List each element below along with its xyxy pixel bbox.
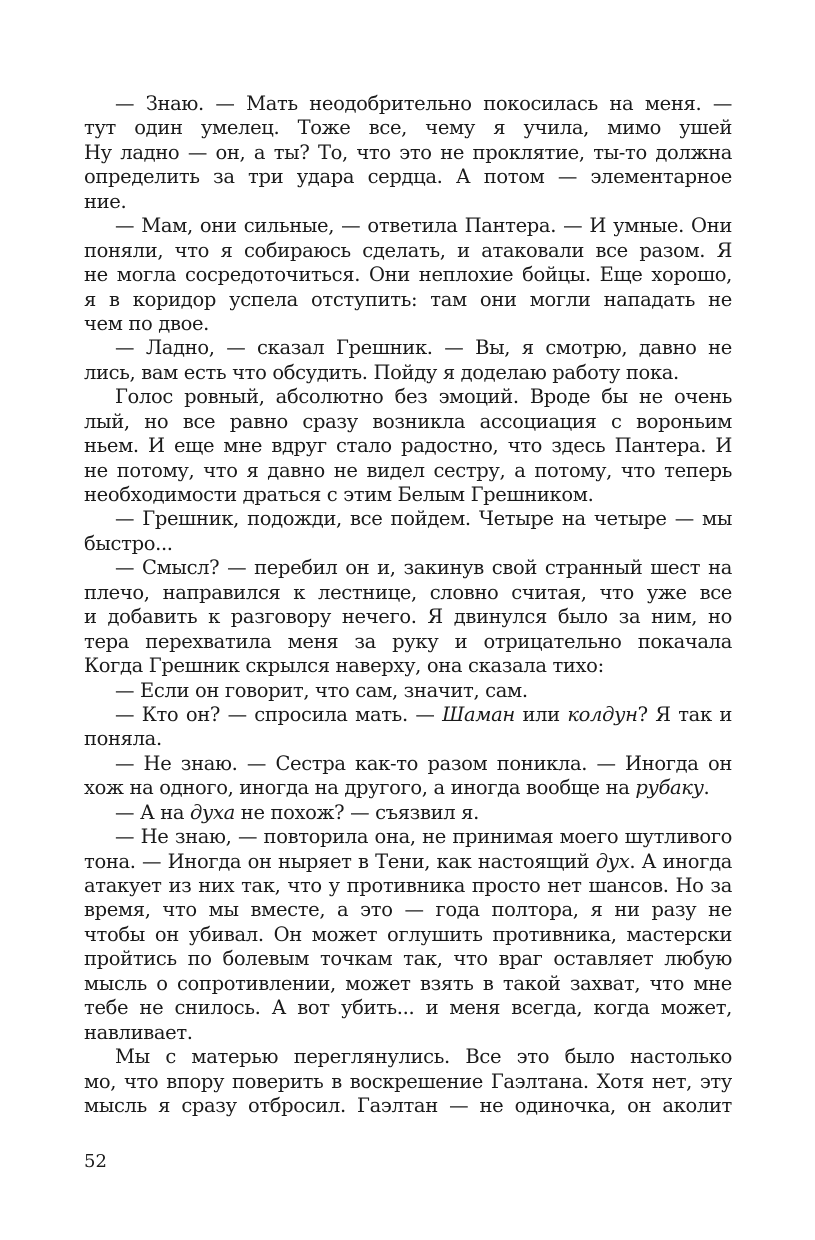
body-text [84,92,732,1118]
text-segment: я в коридор успела отступить: там они могли нападать не [84,287,732,311]
text-line [84,581,732,605]
text-segment: мысль я сразу отбросил. Гаэлтан — не одиночка, он аколит [84,1093,732,1117]
text-line [84,898,732,922]
text-segment: — Не знаю. — Сестра как-то разом поникла. — Иногда он [115,751,732,775]
text-segment: — Если он говорит, что сам, значит, сам. [115,678,528,702]
text-segment: атакует из них так, что у противника просто нет шансов. Но за [84,874,732,897]
page-number: 52 [84,1151,107,1172]
text-segment: — А на [115,800,191,824]
text-line [84,1070,732,1094]
text-line [84,947,732,971]
text-segment: чтобы он убивал. Он может оглушить противника, мастерски [84,922,732,946]
text-segment: определить за три удара сердца. А потом — элементарное [84,165,732,189]
text-line [84,703,732,727]
text-segment: лый, но все равно сразу возникла ассоциация с вороньим [84,409,732,433]
text-line [84,825,732,849]
text-segment: Голос ровный, абсолютно без эмоций. Вроде бы не очень [115,385,732,409]
text-segment: навливает. [84,1020,193,1044]
italic-word: дух [595,849,630,873]
text-segment: тера перехватила меня за руку и отрицательно покачала [84,629,732,653]
italic-word: колдун [567,702,638,726]
text-line [84,361,732,385]
text-segment: или [514,702,568,726]
text-segment: мысль о сопротивлении, может взять в такой захват, что мне [84,971,732,995]
text-line [84,654,732,678]
text-segment: — Ладно, — сказал Грешник. — Вы, я смотрю, давно не [115,336,732,360]
italic-word: духа [190,800,235,824]
text-segment: не похож? — съязвил я. [234,800,479,824]
text-segment: — Грешник, подожди, все пойдем. Четыре на четыре — мы [115,507,732,531]
text-segment: — Мам, они сильные, — ответила Пантера. — И умные. Они [115,214,732,238]
text-line [84,1021,732,1045]
text-line [84,483,732,507]
text-line [84,141,732,165]
text-segment: не потому, что я давно не видел сестру, а потому, что теперь [84,458,732,482]
text-line [84,727,732,751]
text-segment: . А иногда [629,849,732,873]
text-segment: время, что мы вместе, а это — года полтора, я ни разу не [84,898,732,922]
text-line [84,776,732,800]
text-line [84,263,732,287]
text-line [84,507,732,531]
text-line [84,239,732,263]
text-segment: тут один умелец. Тоже все, чему я учила, мимо ушей [84,116,732,140]
text-line [84,874,732,898]
text-line [84,92,732,116]
text-line [84,385,732,409]
text-line [84,630,732,654]
italic-word: Шаман [442,702,515,726]
text-line [84,1094,732,1118]
text-line [84,801,732,825]
text-segment: быстро... [84,531,173,555]
text-line [84,410,732,434]
text-line [84,996,732,1020]
text-line [84,605,732,629]
text-line [84,288,732,312]
text-line [84,312,732,336]
italic-word: рубаку [635,776,704,800]
text-segment: необходимости драться с этим Белым Грешником. [84,483,594,506]
text-segment: пройтись по болевым точкам так, что враг оставляет любую [84,947,732,971]
text-line [84,214,732,238]
text-line [84,752,732,776]
text-segment: мо, что впору поверить в воскрешение Гаэлтана. Хотя нет, эту [84,1069,732,1093]
text-segment: чем по двое. [84,311,209,335]
text-segment: не могла сосредоточиться. Они неплохие бойцы. Еще хорошо, [84,263,732,287]
text-line [84,972,732,996]
text-line [84,850,732,874]
text-line [84,116,732,140]
text-segment: плечо, направился к лестнице, словно считая, что уже все [84,580,732,604]
text-segment: тона. — Иногда он ныряет в Тени, как настоящий [84,849,596,873]
text-segment: поняли, что я собираюсь сделать, и атаковали все разом. Я [84,238,732,262]
text-segment: . [703,776,710,800]
text-segment: Ну ладно — он, а ты? То, что это не проклятие, ты-то должна [84,140,732,164]
text-line [84,190,732,214]
text-segment: Мы с матерью переглянулись. Все это было настолько [115,1045,732,1069]
text-segment: — Смысл? — перебил он и, закинув свой странный шест на [115,556,732,580]
text-line [84,336,732,360]
text-line [84,679,732,703]
text-segment: и добавить к разговору нечего. Я двинулся было за ним, но [84,605,732,629]
text-segment: — Знаю. — Мать неодобрительно покосилась на меня. — [115,92,732,115]
text-line [84,532,732,556]
text-line [84,923,732,947]
text-segment: ньем. И еще мне вдруг стало радостно, что здесь Пантера. И [84,434,732,458]
text-segment: — Не знаю, — повторила она, не принимая моего шутливого [115,825,732,849]
text-segment: Когда Грешник скрылся наверху, она сказала тихо: [84,654,604,678]
text-segment: ? Я так и [637,702,732,726]
text-line [84,459,732,483]
text-segment: поняла. [84,727,162,751]
text-line [84,1045,732,1069]
text-segment: тебе не снилось. А вот убить... и меня всегда, когда может, [84,996,732,1020]
text-line [84,556,732,580]
text-line [84,165,732,189]
text-segment: ние. [84,189,127,213]
text-segment: — Кто он? — спросила мать. — [115,702,443,726]
text-segment: лись, вам есть что обсудить. Пойду я доделаю работу пока. [84,360,679,384]
text-line [84,434,732,458]
text-segment: хож на одного, иногда на другого, а иногда вообще на [84,776,636,800]
